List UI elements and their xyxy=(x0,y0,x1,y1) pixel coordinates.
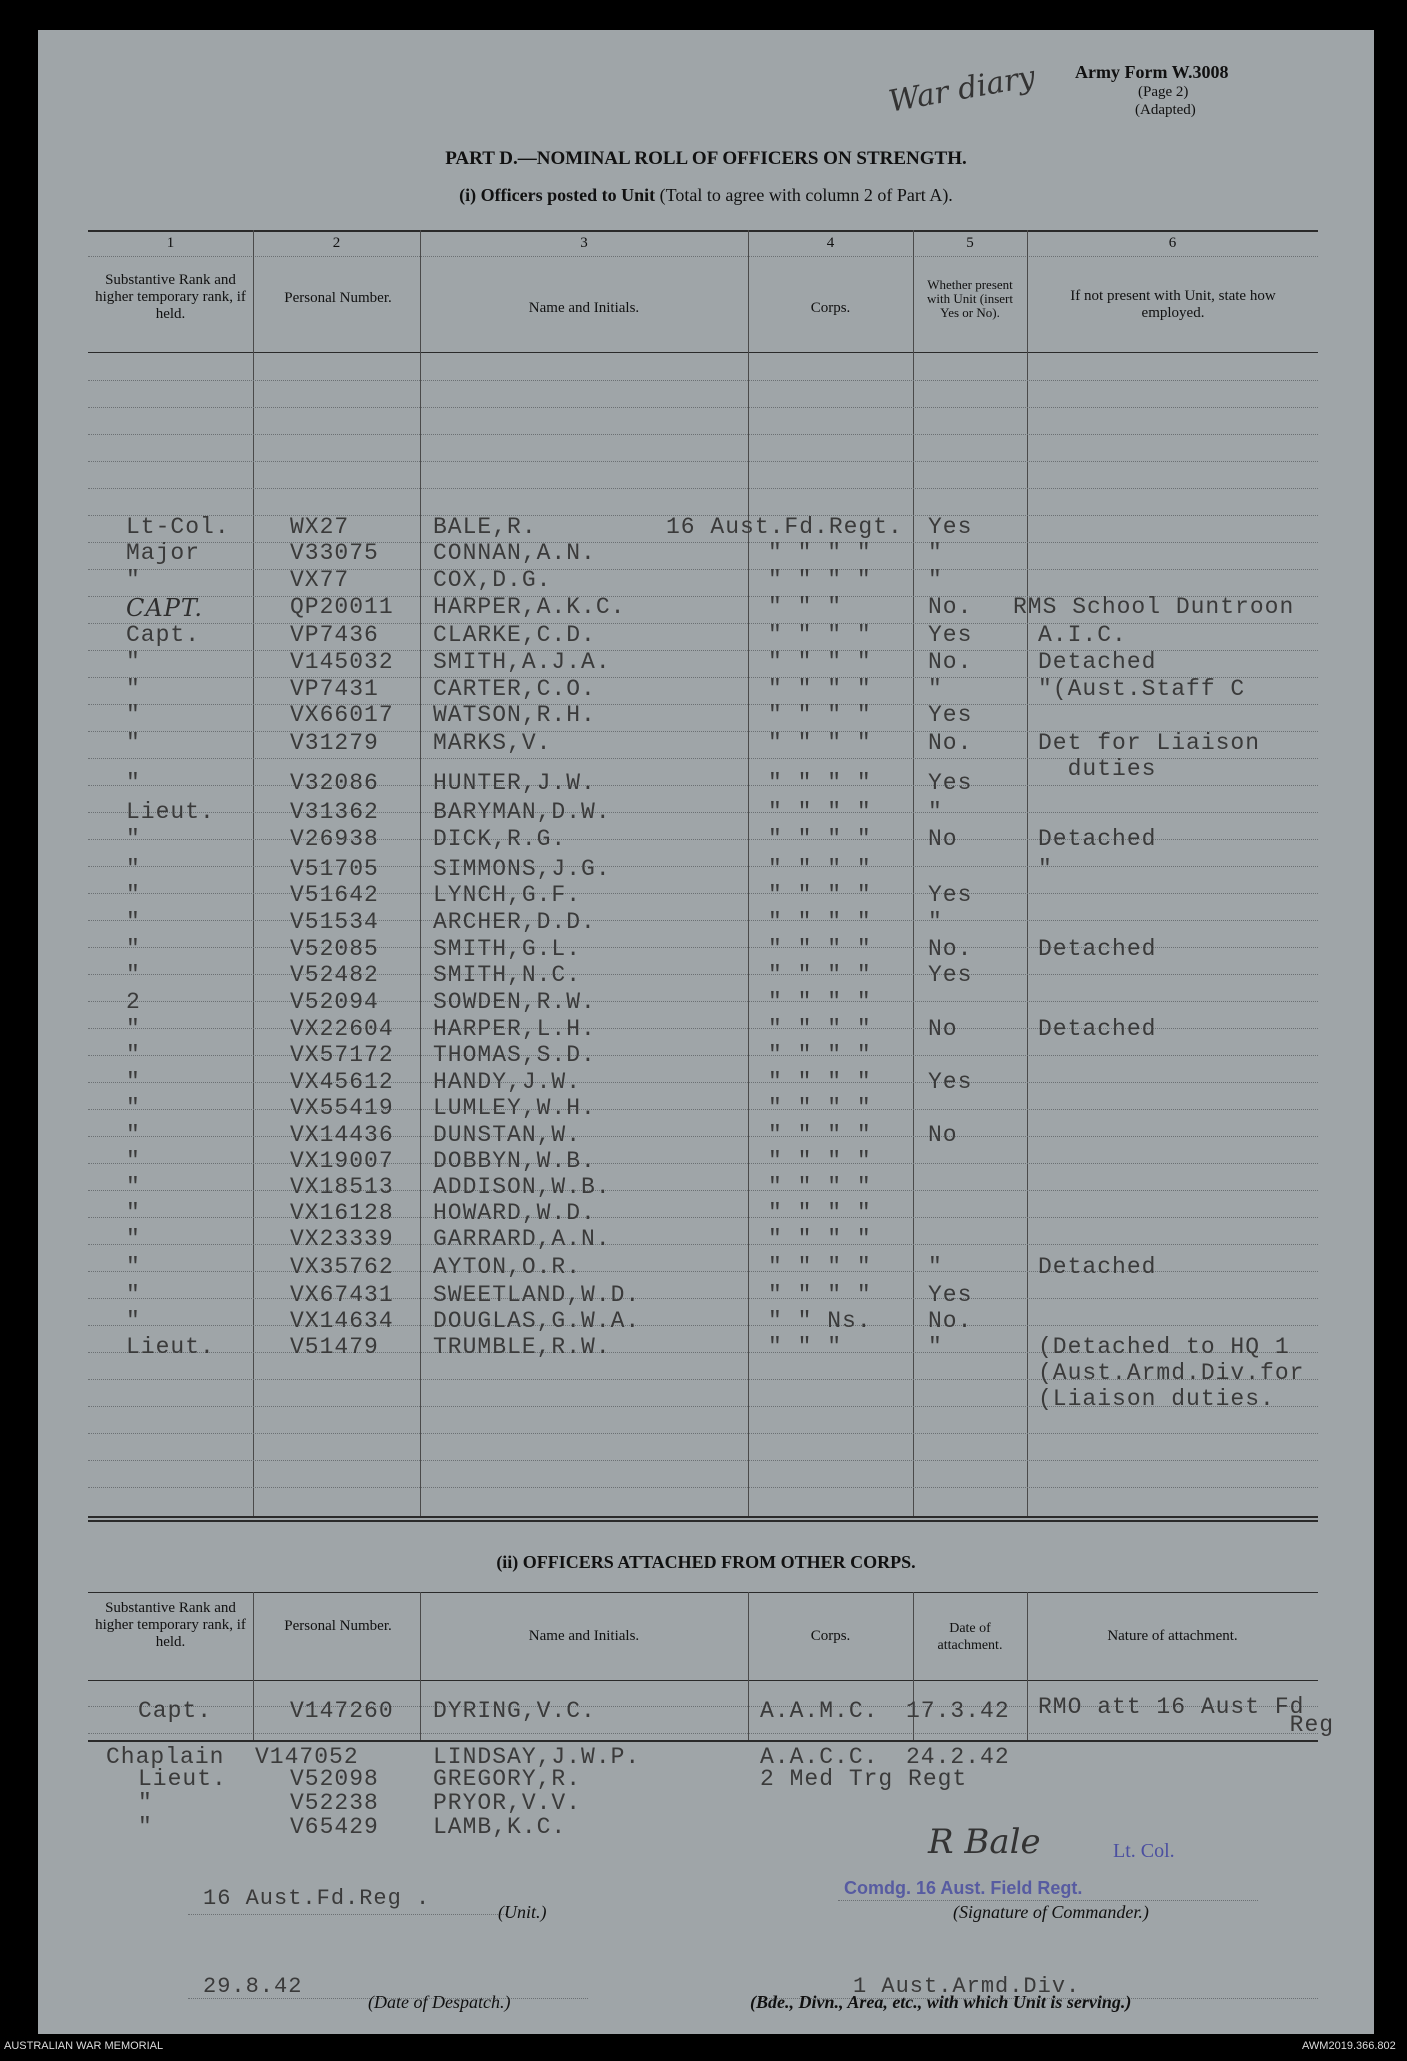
corps-cell: " " " " xyxy=(768,962,872,988)
name-cell: AYTON,O.R. xyxy=(433,1254,582,1280)
number-cell: V31279 xyxy=(290,730,379,756)
name-cell: DICK,R.G. xyxy=(433,826,567,852)
ruling-line xyxy=(88,704,1318,705)
employed-cell: (Detached to HQ 1 (Aust.Armd.Div.for (Liaison duties. xyxy=(1038,1334,1305,1412)
rank-cell: Lieut. xyxy=(126,1334,215,1360)
rank-cell: " xyxy=(126,826,141,852)
corps-cell: " " " " xyxy=(768,856,872,882)
ruling-line xyxy=(88,974,1318,975)
present-cell: No. xyxy=(928,1308,973,1334)
name-cell: HUNTER,J.W. xyxy=(433,770,596,796)
number-cell: VX18513 xyxy=(290,1174,394,1200)
ruling-line xyxy=(88,1487,1318,1488)
number-cell: VP7431 xyxy=(290,676,379,702)
ruling-line xyxy=(88,1433,1318,1434)
corps-cell: " " " " xyxy=(768,622,872,648)
employed-cell: A.I.C. xyxy=(1038,622,1127,648)
corps-cell: " " " " xyxy=(768,770,872,796)
present-cell: Yes xyxy=(928,1069,973,1095)
part-ii-header-rule xyxy=(88,1680,1318,1681)
present-cell: Yes xyxy=(928,514,973,540)
present-cell: Yes xyxy=(928,882,973,908)
rank-cell: " xyxy=(126,649,141,675)
number-cell: V52482 xyxy=(290,962,379,988)
rank-cell: " xyxy=(126,962,141,988)
ruling-line xyxy=(88,1190,1318,1191)
name-cell: CARTER,C.O. xyxy=(433,676,596,702)
present-cell: No. xyxy=(928,649,973,675)
name-cell: GREGORY,R. xyxy=(433,1766,582,1792)
ruling-line xyxy=(88,812,1318,813)
unit-value: 16 Aust.Fd.Reg . xyxy=(203,1886,431,1911)
ii-col-divider-2 xyxy=(420,1592,421,1740)
number-cell: VX19007 xyxy=(290,1148,394,1174)
corps-cell: " " " " xyxy=(768,799,872,825)
ii-header-nature: Nature of attachment. xyxy=(1107,1628,1238,1644)
corps-cell: " " " " xyxy=(768,1016,872,1042)
col-divider-3 xyxy=(748,230,749,1516)
number-cell: V52238 xyxy=(290,1790,379,1816)
form-number: Army Form W.3008 xyxy=(1075,62,1229,82)
corps-cell: " " " " xyxy=(768,649,872,675)
name-cell: LAMB,K.C. xyxy=(433,1814,567,1840)
present-cell: No xyxy=(928,1016,958,1042)
name-cell: LUMLEY,W.H. xyxy=(433,1095,596,1121)
ii-header-name: Name and Initials. xyxy=(528,1628,640,1644)
ii-col-divider-5 xyxy=(1027,1592,1028,1740)
rank-cell: " xyxy=(126,1122,141,1148)
rank-cell: " xyxy=(126,676,141,702)
name-cell: SMITH,G.L. xyxy=(433,936,582,962)
rank-cell: " xyxy=(126,1226,141,1252)
present-cell: Yes xyxy=(928,702,973,728)
number-cell: V145032 xyxy=(290,649,394,675)
ruling-line xyxy=(88,488,1318,489)
rank-cell: " xyxy=(126,702,141,728)
part-ii-bottom-rule xyxy=(88,1740,1318,1742)
corps-cell: " " " " xyxy=(768,1174,872,1200)
col-header-corps: Corps. xyxy=(810,300,851,316)
corps-cell: " " " " xyxy=(768,1148,872,1174)
employed-cell: Detached xyxy=(1038,826,1157,852)
name-cell: SWEETLAND,W.D. xyxy=(433,1282,641,1308)
rank-cell: " xyxy=(126,1254,141,1280)
number-cell: V52094 xyxy=(290,989,379,1015)
present-cell: " xyxy=(928,567,943,593)
corps-cell: A.A.C.C. xyxy=(760,1744,879,1770)
number-cell: WX27 xyxy=(290,514,350,540)
col-divider-4 xyxy=(913,230,914,1516)
rank-cell: " xyxy=(126,1016,141,1042)
present-cell: No. xyxy=(928,936,973,962)
ruling-line xyxy=(88,1460,1318,1461)
employed-cell: Detached xyxy=(1038,1254,1157,1280)
form-page: (Page 2) xyxy=(1138,84,1189,100)
ruling-line xyxy=(88,542,1318,543)
number-cell: V33075 xyxy=(290,540,379,566)
rank-cell: Capt. xyxy=(126,622,201,648)
ii-header-corps: Corps. xyxy=(810,1628,851,1644)
col-num-2: 2 xyxy=(332,235,341,251)
ii-col-divider-3 xyxy=(748,1592,749,1740)
ii-col-divider-1 xyxy=(253,1592,254,1740)
number-cell: VX35762 xyxy=(290,1254,394,1280)
stamp-rank: Lt. Col. xyxy=(1113,1840,1175,1862)
number-cell: VP7436 xyxy=(290,622,379,648)
name-cell: MARKS,V. xyxy=(433,730,552,756)
table-bottom-rule xyxy=(88,1516,1318,1518)
ruling-line xyxy=(88,569,1318,570)
date-label: (Date of Despatch.) xyxy=(368,1992,511,2012)
name-cell: COX,D.G. xyxy=(433,567,552,593)
name-cell: DOBBYN,W.B. xyxy=(433,1148,596,1174)
col-num-4: 4 xyxy=(826,235,835,251)
ruling-line xyxy=(88,866,1318,867)
corps-cell: 16 Aust.Fd.Regt. xyxy=(666,514,903,540)
number-cell: V51479 xyxy=(290,1334,379,1360)
ii-header-number: Personal Number. xyxy=(284,1618,392,1634)
corps-cell: " " " " xyxy=(768,936,872,962)
ruling-line xyxy=(88,1109,1318,1110)
number-cell: V51642 xyxy=(290,882,379,908)
table-top-rule xyxy=(88,230,1318,232)
nature-cell: RMO att 16 Aust Fd Reg xyxy=(1038,1694,1335,1738)
name-cell: HOWARD,W.D. xyxy=(433,1200,596,1226)
name-cell: LYNCH,G.F. xyxy=(433,882,582,908)
employed-cell: Detached xyxy=(1038,1016,1157,1042)
corps-cell: " " Ns. xyxy=(768,1308,872,1334)
part-ii-top-rule xyxy=(88,1592,1318,1593)
col-divider-1 xyxy=(253,230,254,1516)
present-cell: No xyxy=(928,826,958,852)
part-ii-rule xyxy=(88,1520,1318,1522)
rank-cell: " xyxy=(126,1200,141,1226)
rank-cell: " xyxy=(126,1069,141,1095)
number-cell: VX14634 xyxy=(290,1308,394,1334)
col-header-number: Personal Number. xyxy=(284,290,392,306)
corps-cell: " " " " xyxy=(768,1122,872,1148)
name-cell: THOMAS,S.D. xyxy=(433,1042,596,1068)
number-cell: V147052 xyxy=(255,1744,359,1770)
present-cell: " xyxy=(928,540,943,566)
corps-cell: " " " xyxy=(768,1334,843,1360)
employed-cell: " xyxy=(1038,856,1053,882)
ruling-line xyxy=(88,1163,1318,1164)
number-cell: VX22604 xyxy=(290,1016,394,1042)
document-page xyxy=(38,30,1374,2034)
ii-header-date: Date of attachment. xyxy=(937,1621,1003,1653)
corps-cell: " " " " xyxy=(768,882,872,908)
handwritten-note: War diary xyxy=(886,59,1038,120)
corps-cell: A.A.M.C. xyxy=(760,1698,879,1724)
rank-cell: " xyxy=(126,1308,141,1334)
name-cell: TRUMBLE,R.W. xyxy=(433,1334,611,1360)
bde-value: 1 Aust.Armd.Div. xyxy=(853,1974,1081,1999)
name-cell: PRYOR,V.V. xyxy=(433,1790,582,1816)
name-cell: CLARKE,C.D. xyxy=(433,622,596,648)
present-cell: No xyxy=(928,1122,958,1148)
number-cell: VX16128 xyxy=(290,1200,394,1226)
name-cell: BALE,R. xyxy=(433,514,537,540)
rank-cell: " xyxy=(126,1042,141,1068)
name-cell: HANDY,J.W. xyxy=(433,1069,582,1095)
part-d-title: PART D.—NOMINAL ROLL OF OFFICERS ON STRENGTH. xyxy=(445,148,967,169)
number-cell: V51705 xyxy=(290,856,379,882)
rank-cell: " xyxy=(126,1174,141,1200)
name-cell: SOWDEN,R.W. xyxy=(433,989,596,1015)
name-cell: ARCHER,D.D. xyxy=(433,909,596,935)
name-cell: GARRARD,A.N. xyxy=(433,1226,611,1252)
ruling-line xyxy=(88,1325,1318,1326)
number-cell: V147260 xyxy=(290,1698,394,1724)
employed-cell: RMS School Duntroon xyxy=(1013,594,1295,620)
name-cell: HARPER,A.K.C. xyxy=(433,594,626,620)
number-cell: VX23339 xyxy=(290,1226,394,1252)
colnum-rule xyxy=(88,256,1318,257)
signature-line xyxy=(838,1900,1258,1901)
number-cell: VX57172 xyxy=(290,1042,394,1068)
date-cell: 24.2.42 xyxy=(906,1744,1010,1770)
signature-label: (Signature of Commander.) xyxy=(953,1902,1149,1922)
ruling-line xyxy=(88,920,1318,921)
present-cell: " xyxy=(928,676,943,702)
number-cell: VX66017 xyxy=(290,702,394,728)
employed-cell: Det for Liaison duties xyxy=(1038,730,1261,782)
ruling-line xyxy=(88,1217,1318,1218)
employed-cell: Detached xyxy=(1038,649,1157,675)
corps-cell: " " " " xyxy=(768,1069,872,1095)
corps-cell: " " " " xyxy=(768,826,872,852)
rank-cell: " xyxy=(126,936,141,962)
corps-cell: " " " " xyxy=(768,989,872,1015)
number-cell: V65429 xyxy=(290,1814,379,1840)
name-cell: CONNAN,A.N. xyxy=(433,540,596,566)
present-cell: No. xyxy=(928,730,973,756)
corps-cell: " " " " xyxy=(768,730,872,756)
present-cell: Yes xyxy=(928,770,973,796)
corps-cell: " " " " xyxy=(768,540,872,566)
corps-cell: " " " " xyxy=(768,1254,872,1280)
unit-line xyxy=(188,1914,508,1915)
present-cell: " xyxy=(928,1254,943,1280)
corps-cell: " " " " xyxy=(768,676,872,702)
ruling-line xyxy=(88,623,1318,624)
ruling-line xyxy=(88,1001,1318,1002)
archive-reference: AWM2019.366.802 xyxy=(1302,2040,1396,2052)
archive-credit: AUSTRALIAN WAR MEMORIAL xyxy=(4,2040,164,2052)
number-cell: VX14436 xyxy=(290,1122,394,1148)
rank-cell: " xyxy=(138,1814,153,1840)
ruling-line xyxy=(88,434,1318,435)
number-cell: VX55419 xyxy=(290,1095,394,1121)
corps-cell: " " " " xyxy=(768,702,872,728)
present-cell: Yes xyxy=(928,622,973,648)
name-cell: SIMMONS,J.G. xyxy=(433,856,611,882)
present-cell: " xyxy=(928,909,943,935)
rank-cell: " xyxy=(138,1790,153,1816)
col-header-present: Whether present with Unit (insert Yes or No). xyxy=(927,277,1013,320)
col-num-3: 3 xyxy=(580,235,588,251)
rank-cell: Lt-Col. xyxy=(126,514,230,540)
corps-cell: " " " " xyxy=(768,567,872,593)
name-cell: LINDSAY,J.W.P. xyxy=(433,1744,641,1770)
name-cell: SMITH,N.C. xyxy=(433,962,582,988)
rank-cell: CAPT. xyxy=(126,594,203,622)
rank-cell: " xyxy=(126,1095,141,1121)
part-d-subtitle xyxy=(38,185,1374,206)
ruling-line xyxy=(88,407,1318,408)
ii-header-rank: Substantive Rank and higher temporary rank, if held. xyxy=(95,1600,246,1650)
stamp-comdg: Comdg. 16 Aust. Field Regt. xyxy=(844,1878,1083,1898)
number-cell: QP20011 xyxy=(290,594,394,620)
rank-cell: " xyxy=(126,1148,141,1174)
employed-cell: Detached xyxy=(1038,936,1157,962)
name-cell: DOUGLAS,G.W.A. xyxy=(433,1308,641,1334)
form-adapted: (Adapted) xyxy=(1135,102,1196,118)
number-cell: V32086 xyxy=(290,770,379,796)
number-cell: V51534 xyxy=(290,909,379,935)
date-cell: 17.3.42 xyxy=(906,1698,1010,1724)
rank-cell: " xyxy=(126,730,141,756)
rank-cell: " xyxy=(126,882,141,908)
rank-cell: Lieut. xyxy=(138,1766,227,1792)
col-num-1: 1 xyxy=(166,235,175,251)
rank-cell: 2 xyxy=(126,989,141,1015)
present-cell: No. xyxy=(928,594,973,620)
header-bottom-rule xyxy=(88,352,1318,353)
rank-cell: " xyxy=(126,770,141,796)
number-cell: V52098 xyxy=(290,1766,379,1792)
col-divider-2 xyxy=(420,230,421,1516)
ruling-line xyxy=(88,1298,1318,1299)
rank-cell: " xyxy=(126,856,141,882)
col-divider-5 xyxy=(1027,230,1028,1516)
corps-cell: " " " " xyxy=(768,1200,872,1226)
ruling-line xyxy=(88,1082,1318,1083)
rank-cell: " xyxy=(126,567,141,593)
col-header-rank: Substantive Rank and higher temporary rank, if held. xyxy=(95,272,246,322)
col-header-name: Name and Initials. xyxy=(528,300,640,316)
ruling-line xyxy=(88,785,1318,786)
rank-cell: Capt. xyxy=(138,1698,213,1724)
rank-cell: " xyxy=(126,909,141,935)
number-cell: VX67431 xyxy=(290,1282,394,1308)
number-cell: V52085 xyxy=(290,936,379,962)
ruling-line xyxy=(88,461,1318,462)
present-cell: Yes xyxy=(928,1282,973,1308)
number-cell: VX45612 xyxy=(290,1069,394,1095)
col-header-employed: If not present with Unit, state how employed. xyxy=(1070,288,1276,321)
corps-cell: " " " xyxy=(768,594,843,620)
ruling-line xyxy=(88,1244,1318,1245)
name-cell: BARYMAN,D.W. xyxy=(433,799,611,825)
name-cell: HARPER,L.H. xyxy=(433,1016,596,1042)
rank-cell: " xyxy=(126,1282,141,1308)
corps-cell: " " " " xyxy=(768,1042,872,1068)
col-num-5: 5 xyxy=(966,235,974,251)
despatch-date: 29.8.42 xyxy=(203,1974,303,1999)
col-num-6: 6 xyxy=(1168,235,1177,251)
subtitle-bold: (i) Officers posted to Unit xyxy=(459,185,656,205)
rank-cell: Major xyxy=(126,540,201,566)
corps-cell: " " " " xyxy=(768,1226,872,1252)
name-cell: WATSON,R.H. xyxy=(433,702,596,728)
rank-cell: Chaplain xyxy=(106,1744,225,1770)
present-cell: Yes xyxy=(928,962,973,988)
present-cell: " xyxy=(928,1334,943,1360)
name-cell: DYRING,V.C. xyxy=(433,1698,596,1724)
number-cell: VX77 xyxy=(290,567,350,593)
subtitle-rest: (Total to agree with column 2 of Part A). xyxy=(659,185,953,205)
ruling-line xyxy=(88,1136,1318,1137)
name-cell: DUNSTAN,W. xyxy=(433,1122,582,1148)
ruling-line xyxy=(88,893,1318,894)
name-cell: SMITH,A.J.A. xyxy=(433,649,611,675)
corps-cell: 2 Med Trg Regt xyxy=(760,1766,968,1792)
unit-label: (Unit.) xyxy=(498,1902,547,1922)
bde-label: (Bde., Divn., Area, etc., with which Unit is serving.) xyxy=(750,1992,1132,2012)
employed-cell: "(Aust.Staff C xyxy=(1038,676,1246,702)
name-cell: ADDISON,W.B. xyxy=(433,1174,611,1200)
corps-cell: " " " " xyxy=(768,909,872,935)
commander-signature: R Bale xyxy=(928,1822,1041,1862)
number-cell: V26938 xyxy=(290,826,379,852)
rank-cell: Lieut. xyxy=(126,799,215,825)
number-cell: V31362 xyxy=(290,799,379,825)
part-ii-title: (ii) OFFICERS ATTACHED FROM OTHER CORPS. xyxy=(496,1552,916,1572)
ruling-line xyxy=(88,1055,1318,1056)
corps-cell: " " " " xyxy=(768,1282,872,1308)
corps-cell: " " " " xyxy=(768,1095,872,1121)
present-cell: " xyxy=(928,799,943,825)
ruling-line xyxy=(88,380,1318,381)
